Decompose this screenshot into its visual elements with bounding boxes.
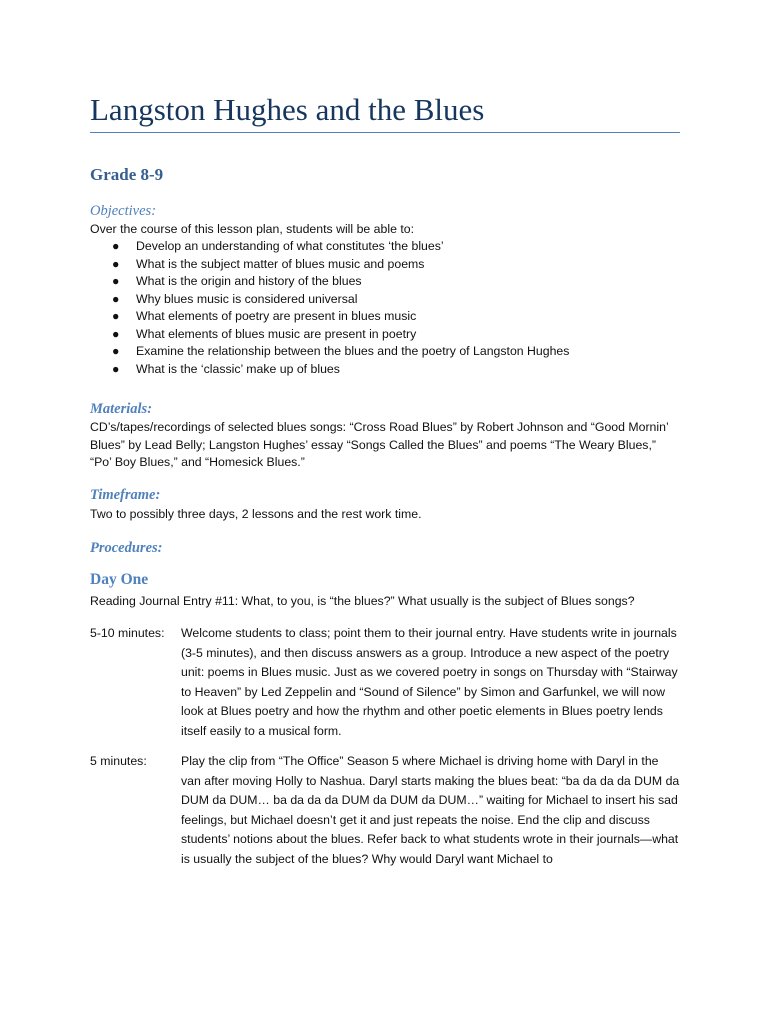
day-one-heading: Day One: [90, 571, 149, 588]
entry-description: Welcome students to class; point them to their journal entry. Have students write in journals (3-5 minutes), and then discuss answers as a group. Introduce a new aspect of the poetry unit: poems in Blues music. Just as we covered poetry in songs on Thursday with “Stairway to Heaven” by Led Zeppelin and “Sound of Silence” by Simon and Garfunkel, we will now look at Blues poetry and how the rhythm and other poetic elements in Blues poetry lends itself easily to a musical form.: [181, 626, 678, 738]
objectives-list: [112, 238, 672, 378]
objective-item: ● What is the ‘classic’ make up of blues: [112, 361, 672, 379]
bullet-icon: ●: [112, 309, 120, 323]
bullet-icon: ●: [112, 344, 120, 358]
journal-prompt: Reading Journal Entry #11: What, to you, is “the blues?” What usually is the subject of Blues songs?: [90, 594, 635, 608]
objective-item: ● Why blues music is considered universal: [112, 291, 672, 309]
materials-text: CD’s/tapes/recordings of selected blues songs: “Cross Road Blues” by Robert Johnson and “Good Mornin’ Blues” by Lead Belly; Langston Hughes’ essay “Songs Called the Blues” and poems “The Weary Blues,” “Po’ Boy Blues,” and “Homesick Blues.”: [90, 420, 669, 469]
entry-time-label: 5-10 minutes:: [90, 626, 165, 640]
procedures-heading: Procedures:: [90, 540, 163, 556]
timeframe-heading: Timeframe:: [90, 487, 161, 503]
bullet-icon: ●: [112, 291, 120, 306]
timeframe-text: Two to possibly three days, 2 lessons and the rest work time.: [90, 507, 422, 521]
title-underline: [90, 132, 680, 133]
objective-item: ● What elements of poetry are present in blues music: [112, 308, 672, 326]
objectives-intro: Over the course of this lesson plan, students will be able to:: [90, 222, 414, 236]
objectives-heading: Objectives:: [90, 203, 157, 219]
objective-item: ● Examine the relationship between the blues and the poetry of Langston Hughes: [112, 343, 672, 361]
bullet-icon: ●: [112, 239, 120, 253]
entry-time-label: 5 minutes:: [90, 754, 147, 768]
objective-item: ● What is the origin and history of the blues: [112, 273, 672, 291]
objective-item: ● Develop an understanding of what constitutes ‘the blues’: [112, 238, 672, 256]
bullet-icon: ●: [112, 361, 120, 376]
grade-heading: Grade 8-9: [90, 165, 164, 184]
objective-item: ● What is the subject matter of blues music and poems: [112, 256, 672, 274]
bullet-icon: ●: [112, 256, 120, 271]
objective-item: ● What elements of blues music are present in poetry: [112, 326, 672, 344]
materials-heading: Materials:: [90, 401, 153, 417]
entry-description: Play the clip from “The Office” Season 5 where Michael is driving home with Daryl in the van after moving Holly to Nashua. Daryl starts making the blues beat: “ba da da da DUM da DUM da DUM… ba da da da DUM da DUM da DUM…” waiting for Michael to insert his sad feelings, but Michael doesn’t get it and just repeats the noise. End the clip and discuss students’ notions about the blues. Refer back to what students wrote in their journals—what is usually the subject of the blues? Why would Daryl want Michael to: [181, 754, 680, 866]
document-title: Langston Hughes and the Blues: [90, 92, 485, 127]
bullet-icon: ●: [112, 274, 120, 288]
bullet-icon: ●: [112, 326, 120, 341]
